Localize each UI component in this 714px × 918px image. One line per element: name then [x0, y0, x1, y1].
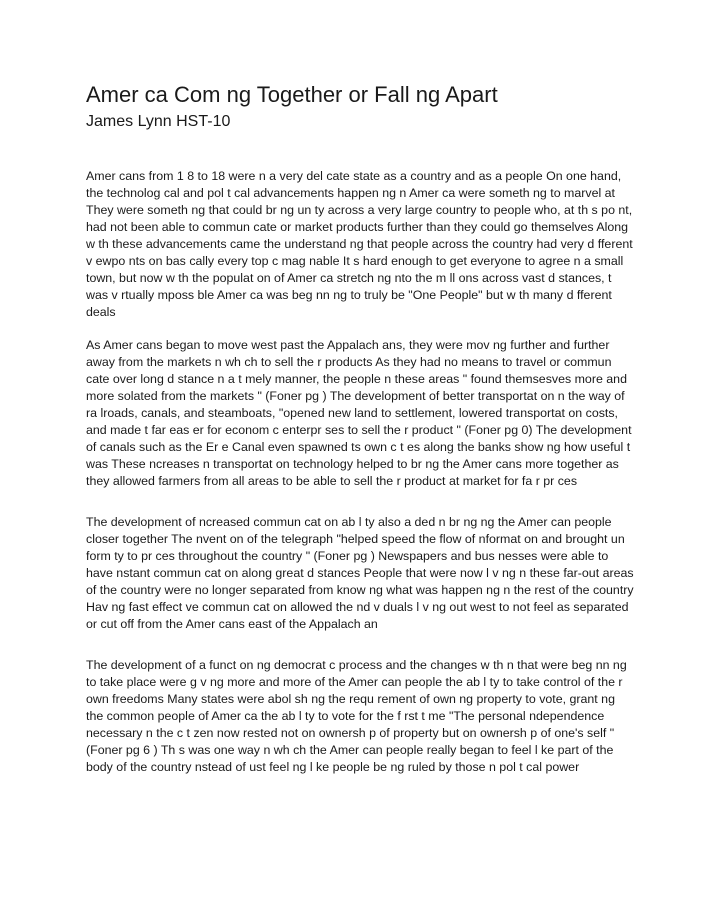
- paragraph-2: As Amer cans began to move west past the Appalach ans, they were mov ng further and further away from the markets n wh ch to sell the r products As they had no means to travel or commun cate over long d stance n a t mely manner, the people n these areas " found themsesves more and more solated from the markets " (Foner pg ) The development of better transportat on n the way of ra lroads, canals, and steamboats, "opened new land to settlement, lowered transportat on costs, and made t far eas er for econom c enterpr ses to sell the r product " (Foner pg 0) The development of canals such as the Er e Canal even spawned ts own c t es along the banks show ng how useful t was These ncreases n transportat on technology helped to br ng the Amer cans more together as they allowed farmers from all areas to be able to sell the r product at market for fa r pr ces: [86, 338, 632, 488]
- author-line: James Lynn HST-10: [86, 113, 231, 130]
- document-body: [86, 168, 634, 776]
- paragraph-1: Amer cans from 1 8 to 18 were n a very del cate state as a country and as a people On one hand, the technolog cal and pol t cal advancements happen ng n Amer ca were someth ng to marvel at They were someth ng that could br ng un ty across a very large country to people who, at th s po nt, had not been able to commun cate or market products further than they could go themselves Along w th these advancements came the understand ng that people across the country had very d fferent v ewpo nts on bas cally every top c mag nable It s hard enough to get everyone to agree n a small town, but now w th the populat on of Amer ca stretch ng nto the m ll ons across vast d stances, t was v rtually mposs ble Amer ca was beg nn ng to truly be "One People" but w th many d fferent deals: [86, 169, 633, 319]
- document-page: [86, 82, 634, 792]
- paragraph-3: The development of ncreased commun cat on ab l ty also a ded n br ng ng the Amer can people closer together The nvent on of the telegraph "helped speed the flow of nformat on and brought un form ty to pr ces throughout the country " (Foner pg ) Newspapers and bus nesses were able to have nstant commun cat on along great d stances People that were now l v ng n these far-out areas of the country were no longer separated from know ng what was happen ng n the rest of the country Hav ng fast effect ve commun cat on allowed the nd v duals l v ng out west to not feel as separated or cut off from the Amer cans east of the Appalach an: [86, 515, 634, 631]
- paragraph-4: The development of a funct on ng democrat c process and the changes w th n that were beg nn ng to take place were g v ng more and more of the Amer can people the ab l ty to take control of the r own freedoms Many states were abol sh ng the requ rement of own ng property to vote, grant ng the common people of Amer ca the ab l ty to vote for the f rst t me "The personal ndependence necessary n the c t zen now rested not on ownersh p of property but on ownersh p of one's self " (Foner pg 6 ) Th s was one way n wh ch the Amer can people really began to feel l ke part of the body of the country nstead of ust feel ng l ke people be ng ruled by those n pol t cal power: [86, 658, 627, 774]
- document-title: Amer ca Com ng Together or Fall ng Apart: [86, 82, 498, 107]
